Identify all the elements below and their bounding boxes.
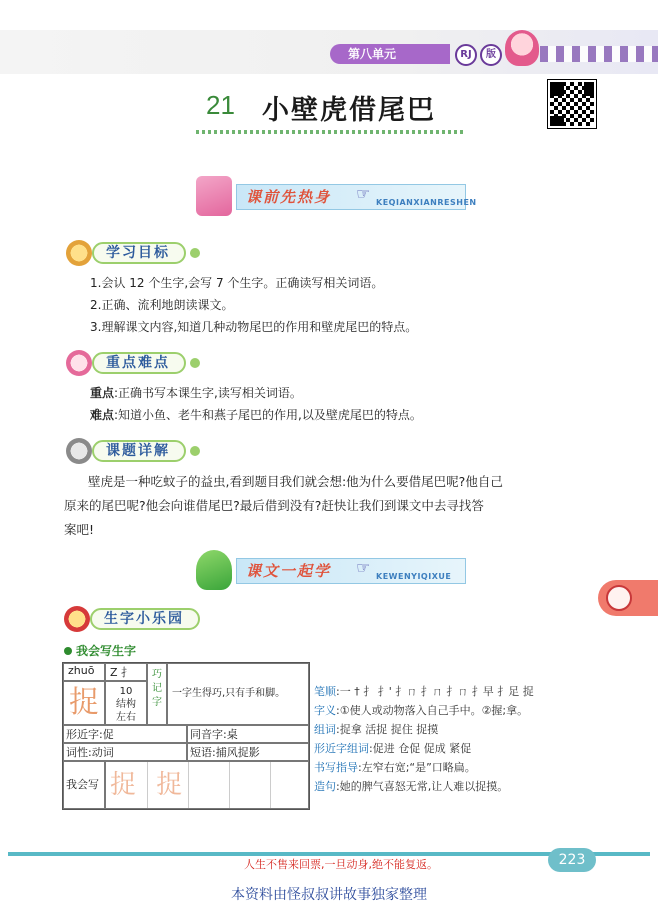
goals-heading-label: 学习目标 bbox=[92, 242, 186, 264]
edition-badge-ban: 版 bbox=[480, 44, 502, 66]
focus-label: 重点 bbox=[90, 386, 115, 400]
topic-line-2: 原来的尾巴呢?他会向谁借尾巴?最后借到没有?赶快让我们到课文中去寻找答 bbox=[64, 498, 484, 513]
note-sentence-text: :她的脾气喜怒无常,让人难以捉摸。 bbox=[336, 780, 509, 793]
char-similar: 形近字:促 bbox=[63, 725, 187, 743]
pointing-hand-icon: ☞ bbox=[356, 558, 371, 577]
keypoints-text bbox=[90, 382, 422, 426]
text-banner bbox=[196, 550, 466, 590]
note-stroke bbox=[314, 682, 534, 701]
char-structure-2: 左右 bbox=[116, 712, 136, 723]
topic-heading bbox=[66, 438, 226, 464]
title-underline bbox=[196, 130, 466, 134]
note-similar-label: 形近字组词 bbox=[314, 742, 369, 755]
heading-dot bbox=[190, 248, 200, 258]
text-banner-pinyin: KEWENYIQIXUE bbox=[376, 572, 452, 581]
lesson-number: 21 bbox=[206, 90, 235, 120]
memory-label-2: 记 bbox=[152, 683, 162, 694]
green-dot-icon bbox=[64, 647, 72, 655]
topic-line-3: 案吧! bbox=[64, 522, 95, 537]
note-meaning-text: :①使人或动物落入自己手中。②握;拿。 bbox=[336, 704, 529, 717]
note-meaning bbox=[314, 701, 534, 720]
robot-avatar-icon bbox=[66, 438, 92, 464]
char-homophone: 同音字:桌 bbox=[187, 725, 309, 743]
text-banner-label: 课文一起学 bbox=[246, 562, 332, 580]
note-stroke-text: :一 † 扌 扌' 扌ㄇ 扌ㄇ 扌ㄇ 扌早 扌足 捉 bbox=[336, 685, 534, 698]
write-heading bbox=[64, 642, 136, 659]
difficulty-line bbox=[90, 404, 422, 426]
note-meaning-label: 字义 bbox=[314, 704, 336, 717]
note-writing bbox=[314, 758, 534, 777]
goals-heading bbox=[66, 240, 226, 266]
char-strokes: 10 bbox=[119, 686, 133, 697]
memory-label-3: 字 bbox=[152, 697, 162, 708]
char-structure bbox=[105, 681, 147, 725]
memory-label bbox=[147, 663, 167, 725]
char-pos: 词性:动词 bbox=[63, 743, 187, 761]
note-sentence-label: 造句 bbox=[314, 780, 336, 793]
memory-label-1: 巧 bbox=[152, 669, 162, 680]
gift-mascot-icon bbox=[196, 176, 232, 216]
write-label: 我会写 bbox=[63, 761, 105, 809]
note-writing-text: :左窄右宽;“是”口略扁。 bbox=[358, 761, 476, 774]
topic-heading-label: 课题详解 bbox=[92, 440, 186, 462]
warmup-label: 课前先热身 bbox=[246, 188, 332, 206]
char-large: 捉 bbox=[63, 681, 105, 725]
character-card bbox=[62, 662, 310, 810]
char-notes bbox=[314, 682, 534, 796]
char-radical: Z 扌 bbox=[105, 663, 147, 681]
unit-tab bbox=[330, 44, 450, 64]
note-writing-label: 书写指导 bbox=[314, 761, 358, 774]
mascot-face-icon bbox=[606, 585, 632, 611]
pointing-hand-icon: ☞ bbox=[356, 184, 371, 203]
note-words-label: 组词 bbox=[314, 723, 336, 736]
credit-line: 本资料由怪叔叔讲故事独家整理 bbox=[231, 887, 427, 903]
note-words bbox=[314, 720, 534, 739]
garden-heading bbox=[64, 606, 234, 632]
student-avatar-icon bbox=[66, 240, 92, 266]
note-similar bbox=[314, 739, 534, 758]
note-stroke-label: 笔顺 bbox=[314, 685, 336, 698]
practice-grid[interactable]: 捉 捉 bbox=[105, 761, 309, 809]
checker-decoration bbox=[540, 46, 658, 62]
keypoints-heading bbox=[66, 350, 226, 376]
heading-dot bbox=[190, 446, 200, 456]
footer-quote: 人生不售来回票,一旦动身,绝不能复返。 bbox=[244, 858, 438, 871]
qr-code-icon[interactable] bbox=[548, 80, 596, 128]
heading-dot bbox=[190, 358, 200, 368]
note-words-text: :捉拿 活捉 捉住 捉摸 bbox=[336, 723, 439, 736]
note-sentence bbox=[314, 777, 534, 796]
unit-label: 第八单元 bbox=[348, 47, 397, 61]
topic-paragraph bbox=[64, 470, 604, 542]
goals-list bbox=[90, 272, 417, 338]
write-heading-label: 我会写生字 bbox=[76, 644, 137, 658]
green-monster-icon bbox=[196, 550, 232, 590]
note-similar-text: :促进 仓促 促成 紧促 bbox=[369, 742, 472, 755]
focus-text: :正确书写本课生字,读写相关词语。 bbox=[114, 386, 302, 400]
char-pinyin: zhuō bbox=[63, 663, 105, 681]
edition-badge-rj: RJ bbox=[455, 44, 477, 66]
lesson-title: 小壁虎借尾巴 bbox=[262, 95, 436, 126]
goal-item: 2.正确、流利地朗读课文。 bbox=[90, 298, 234, 312]
warmup-pinyin: KEQIANXIANRESHEN bbox=[376, 198, 477, 207]
memory-text: 一字生得巧,只有手和脚。 bbox=[167, 663, 309, 725]
topic-line-1: 壁虎是一种吃蚊子的益虫,看到题目我们就会想:他为什么要借尾巴呢?他自己 bbox=[88, 474, 503, 489]
difficulty-text: :知道小鱼、老牛和燕子尾巴的作用,以及壁虎尾巴的特点。 bbox=[114, 408, 422, 422]
goal-item: 3.理解课文内容,知道几种动物尾巴的作用和壁虎尾巴的特点。 bbox=[90, 320, 418, 334]
girl-avatar-icon bbox=[66, 350, 92, 376]
garden-heading-label: 生字小乐园 bbox=[90, 608, 200, 630]
warmup-banner bbox=[196, 176, 477, 216]
focus-line bbox=[90, 382, 422, 404]
char-phrase: 短语:捕风捉影 bbox=[187, 743, 309, 761]
char-structure-1: 结构 bbox=[116, 699, 136, 710]
goal-item: 1.会认 12 个生字,会写 7 个生字。正确读写相关词语。 bbox=[90, 276, 384, 290]
kid-avatar-icon bbox=[64, 606, 90, 632]
mascot-girl-icon bbox=[505, 30, 539, 66]
keypoints-heading-label: 重点难点 bbox=[92, 352, 186, 374]
page-number: 223 bbox=[548, 848, 596, 872]
difficulty-label: 难点 bbox=[90, 408, 115, 422]
